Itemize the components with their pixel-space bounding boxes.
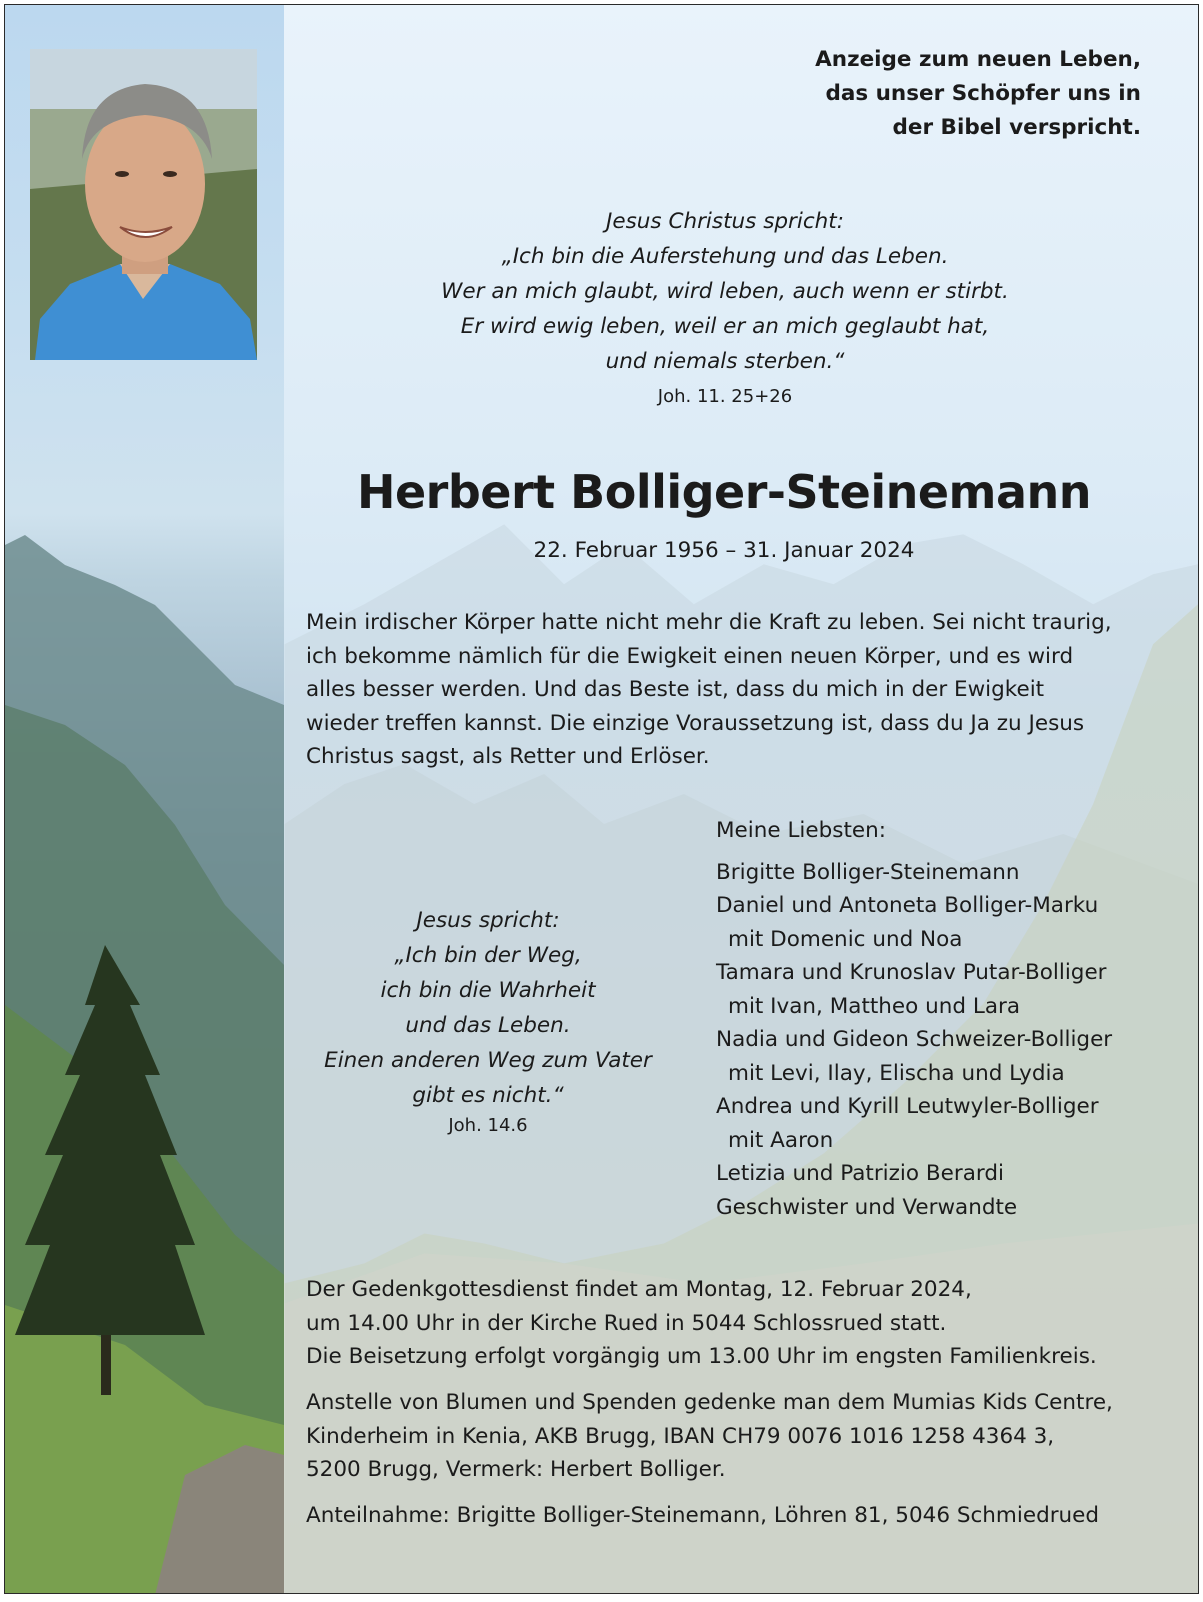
condolence-address xyxy=(306,1499,1166,1533)
family-heading: Meine Liebsten: xyxy=(716,818,886,843)
family-member: Tamara und Krunoslav Putar-Bolliger xyxy=(716,960,1107,985)
notice-line: 5200 Brugg, Vermerk: Herbert Bolliger. xyxy=(306,1457,726,1482)
quote-line: Einen anderen Weg zum Vater xyxy=(324,1048,652,1073)
deceased-name: Herbert Bolliger-Steinemann xyxy=(356,465,1092,519)
intro-line: der Bibel verspricht. xyxy=(892,115,1141,140)
quote-reference: Joh. 14.6 xyxy=(448,1115,528,1136)
family-member: Letizia und Patrizio Berardi xyxy=(716,1161,1004,1186)
family-member: Nadia und Gideon Schweizer-Bolliger xyxy=(716,1027,1113,1052)
intro-statement xyxy=(721,43,1141,145)
family-member: Brigitte Bolliger-Steinemann xyxy=(716,859,1020,885)
life-dates: 22. Februar 1956 – 31. Januar 2024 xyxy=(533,538,915,563)
family-member-children: mit Aaron xyxy=(728,1127,834,1153)
family-member: Geschwister und Verwandte xyxy=(716,1194,1018,1220)
intro-line: Anzeige zum neuen Leben, xyxy=(815,47,1141,72)
quote-line: ich bin die Wahrheit xyxy=(380,978,596,1003)
family-member-children: mit Ivan, Mattheo und Lara xyxy=(728,993,1021,1019)
obituary-page xyxy=(4,4,1199,1594)
quote-line: Wer an mich glaubt, wird leben, auch wenn er stirbt. xyxy=(441,279,1009,304)
quote-line: und das Leben. xyxy=(405,1013,571,1038)
message-line: ich bekomme nämlich für die Ewigkeit einen neuen Körper, und es wird xyxy=(306,643,1074,669)
notice-line: Anstelle von Blumen und Spenden gedenke man dem Mumias Kids Centre, xyxy=(306,1390,1113,1415)
family-member-children: mit Levi, Ilay, Elischa und Lydia xyxy=(728,1060,1065,1086)
farewell-message xyxy=(306,606,1156,774)
memorial-service-notice xyxy=(306,1273,1166,1374)
notice-line: Kinderheim in Kenia, AKB Brugg, IBAN CH79 0076 1016 1258 4364 3, xyxy=(306,1423,1055,1449)
family-member-children: mit Domenic und Noa xyxy=(728,926,963,952)
notice-line: um 14.00 Uhr in der Kirche Rued in 5044 Schlossrued statt. xyxy=(306,1310,947,1336)
quote-line: „Ich bin der Weg, xyxy=(394,943,582,968)
message-line: Mein irdischer Körper hatte nicht mehr die Kraft zu leben. Sei nicht traurig, xyxy=(306,610,1112,635)
quote-line: gibt es nicht.“ xyxy=(412,1083,564,1108)
family-list-section xyxy=(716,814,1156,1224)
donation-notice xyxy=(306,1386,1166,1487)
intro-line: das unser Schöpfer uns in xyxy=(825,81,1141,106)
family-member: Andrea und Kyrill Leutwyler-Bolliger xyxy=(716,1094,1099,1119)
message-line: wieder treffen kannst. Die einzige Voraussetzung ist, dass du Ja zu Jesus xyxy=(306,710,1085,736)
quote-line: und niemals sterben.“ xyxy=(605,349,845,374)
quote-line: Jesus Christus spricht: xyxy=(606,209,844,234)
quote-reference: Joh. 11. 25+26 xyxy=(657,386,793,407)
notice-line: Der Gedenkgottesdienst findet am Montag, 12. Februar 2024, xyxy=(306,1277,972,1302)
bible-quote-john-14 xyxy=(305,903,671,1113)
notice-line: Die Beisetzung erfolgt vorgängig um 13.00 Uhr im engsten Familienkreis. xyxy=(306,1344,1097,1369)
family-member: Daniel und Antoneta Bolliger-Marku xyxy=(716,893,1099,918)
family-members xyxy=(716,856,1156,1225)
message-line: alles besser werden. Und das Beste ist, dass du mich in der Ewigkeit xyxy=(306,677,1045,702)
notice-line: Anteilnahme: Brigitte Bolliger-Steinemann, Löhren 81, 5046 Schmiedrued xyxy=(306,1503,1100,1528)
quote-line: Jesus spricht: xyxy=(416,908,560,933)
quote-line: Er wird ewig leben, weil er an mich geglaubt hat, xyxy=(460,314,990,339)
quote-line: „Ich bin die Auferstehung und das Leben. xyxy=(501,244,949,269)
content-layer xyxy=(5,5,1198,1593)
bible-quote-john-11 xyxy=(405,204,1045,379)
message-line: Christus sagst, als Retter und Erlöser. xyxy=(306,744,710,769)
